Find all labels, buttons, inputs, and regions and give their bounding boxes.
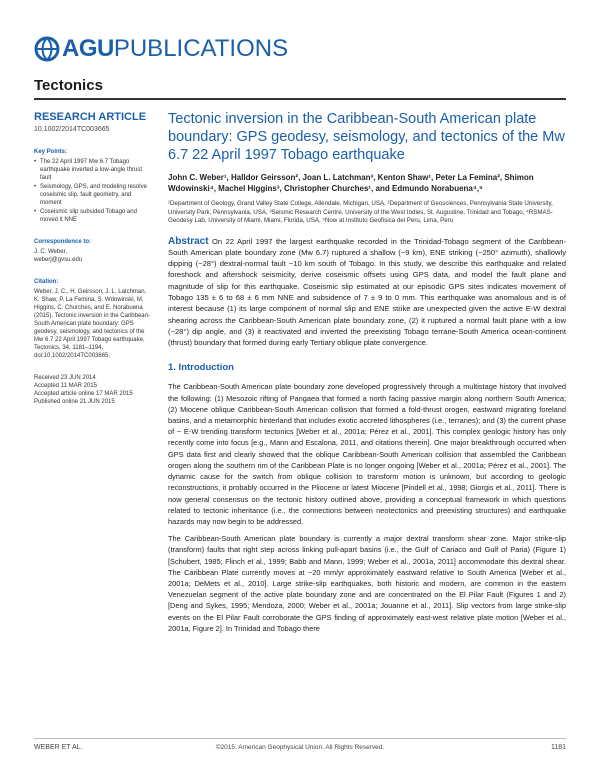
abstract-label: Abstract	[168, 235, 209, 247]
body-paragraph: The Caribbean-South American plate boundary zone developed progressively through a multistage history that involved the following: (1) Mesozoic rifting of Pangaea that formed a north facing passive margin along northern South America; (2) Miocene oblique Caribbean-South American collision that formed a fold-thrust orogen, eastward migrating foreland basins, and a metamorphic hinterland that includes exotic accreted lithospheres (i.e., terranes); and (3) the current phase of ~ E-W trending transform tectonics [Weber et al., 2001a; Pérez et al., 2001]. This complex geologic history has only recently come into focus [e.g., Mann and Escalona, 2011, and citations therein]. One major breakthrough occurred when GPS data first and clearly showed that the oblique Caribbean-South American collision that assembled the Caribbean orogen along the southern rim of the Caribbean Plate is no longer ongoing [Weber et al., 2001a; Pérez et al., 2001]. The dynamic cause for the switch from oblique collision to transform motion is unknown, but according to geologic reconstructions, it probably occurred in the Pliocene or latest Miocene [Pindell et al., 1998; Giorgis et al., 2011]. There is now general consensus on the tectonic history outlined above, providing a conceptual framework in which questions related to tectonic inheritance (i.e., the connections between neotectonics and preexisting structures) and earthquake hazards may now begin to be addressed.	[168, 382, 566, 526]
correspondence-heading: Correspondence to:	[34, 239, 92, 245]
key-point: • Coseismic slip subsided Tobago and moved it NNE	[40, 208, 152, 224]
date-received: Received 23 JUN 2014	[34, 375, 96, 381]
article-type: RESEARCH ARTICLE	[34, 111, 147, 123]
date-accepted: Accepted 11 MAR 2015	[34, 383, 97, 389]
globe-icon	[34, 36, 60, 62]
footer-authors: WEBER ET AL.	[34, 744, 83, 751]
article-title: Tectonic inversion in the Caribbean-South American plate boundary: GPS geodesy, seismology, and tectonics of the Mw 6.7 22 April 1997 Tobago earthquake	[168, 111, 565, 163]
correspondence-email[interactable]: weberj@gvsu.edu	[34, 257, 83, 263]
date-accepted-online: Accepted article online 17 MAR 2015	[34, 391, 133, 397]
correspondence	[34, 238, 152, 264]
body-paragraph: The Caribbean-South American plate boundary is currently a major dextral transform shear zone. Major strike-slip (transform) faults that right step across linking pull-apart basins (i.e., the Gulf of Cariaco and Gulf of Paria) (Figure 1) [Schubert, 1985; Flinch et al., 1999; Babb and Mann, 1999; Weber et al., 2001a, 2011] accommodate this dextral shear. The Caribbean Plate currently moves at ~20 mm/yr approximately eastward relative to South America [Weber et al., 2001a; DeMets et al., 2010]. Large strike-slip earthquakes, both historic and modern, are common in the eastern Venezuelan segment of the active plate boundary zone and are concentrated on the El Pilar Fault (Figures 1 and 2) [Deng and Sykes, 1995; Mendoza, 2000; Weber et al., 2001a; Jouanne et al., 2011]. Slip vectors from large strike-slip events on the El Pilar Fault corroborate the GPS finding of approximately east-west relative plate motion [Weber et al., 2001a, Figure 2]. In Trinidad and Tobago there	[168, 534, 566, 633]
key-point: • The 22 April 1997 Mw 6.7 Tobago earthquake inverted a low-angle thrust fault	[40, 158, 152, 182]
affiliations: ¹Department of Geology, Grand Valley State College, Allendale, Michigan, USA, ²Department of Geosciences, Pennsylvania State University, University Park, Pennsylvania, USA, ³Seismic Research Centre, University of the West Indies, St. Augustine, Trinidad and Tobago, ⁴RSMAS-Geodesy Lab, University of Miami, Miami, Florida, USA, ⁵Now at Instituto Geofisica del Peru, Lima, Peru	[168, 200, 553, 224]
key-point: • Seismology, GPS, and modeling resolve coseismic slip, fault geometry, and moment	[40, 183, 152, 207]
correspondence-name: J. C. Weber,	[34, 249, 67, 255]
citation-text: Weber, J. C., H. Geirsson, J. L. Latchman, K. Shaw, P. La Femina, S. Wdowinski, M. Higgins, C. Churches, and E. Norabuena (2015), Tectonic inversion in the Caribbean-South American plate boundary: GPS geodesy, seismology, and tectonics of the Mw 6.7 22 April 1997 Tobago earthquake, Tectonics, 34, 1181–1194, doi:10.1002/2014TC003665.	[34, 289, 150, 359]
abstract	[168, 236, 566, 349]
section-heading: 1. Introduction	[168, 362, 234, 374]
sidebar	[34, 110, 152, 406]
page-number: 1181	[550, 744, 566, 751]
citation-heading: Citation:	[34, 279, 59, 285]
doi-link[interactable]: 10.1002/2014TC003665	[34, 126, 110, 133]
date-published: Published online 21 JUN 2015	[34, 399, 115, 405]
article-dates	[34, 374, 152, 406]
key-points	[34, 148, 152, 224]
footer-copyright: ©2015. American Geophysical Union. All Rights Reserved.	[215, 744, 385, 751]
author-list: John C. Weber¹, Halldor Geirsson², Joan L. Latchman³, Kenton Shaw¹, Peter La Femina², Shimon Wdowinski⁴, Machel Higgins³, Christopher Churches¹, and Edmundo Norabuena⁴,⁵	[168, 173, 534, 193]
header-rule	[34, 98, 566, 100]
footer-rule	[34, 738, 566, 739]
citation	[34, 278, 152, 360]
abstract-text: On 22 April 1997 the largest earthquake recorded in the Trinidad-Tobago segment of the Caribbean-South American plate boundary zone (Mw 6.7) ruptured a shallow (~9 km), ENE striking (~250° azimuth), shallowly dipping (~28°) dextral-normal fault ~10 km south of Tobago. In this study, we describe this earthquake and related foreshock and aftershock seismicity, derive coseismic offsets using GPS data, and model the fault plane and magnitude of slip for this earthquake. Coseismic slip estimated at our episodic GPS sites indicates movement of Tobago 135 ± 6 to 68 ± 6 mm NNE and subsidence of 7 ± 9 to 0 mm. This earthquake was anomalous and is of interest because (1) its large component of normal slip and ENE strike are unexpected given the active E-W dextral shearing across the Caribbean-South American plate boundary zone, (2) it ruptured a normal fault plane with a low (~28°) dip angle, and (3) it reactivated and inverted the preexisting Tobago terrane-South America ocean-continent (thrust) boundary that formed during early Tertiary oblique plate convergence.	[168, 236, 566, 348]
logo-publications-text: PUBLICATIONS	[113, 35, 289, 62]
agu-logo	[34, 36, 288, 62]
article-body	[168, 110, 566, 640]
journal-name: Tectonics	[34, 77, 103, 94]
logo-agu-text: AGU	[62, 35, 114, 62]
key-points-heading: Key Points:	[34, 149, 68, 155]
